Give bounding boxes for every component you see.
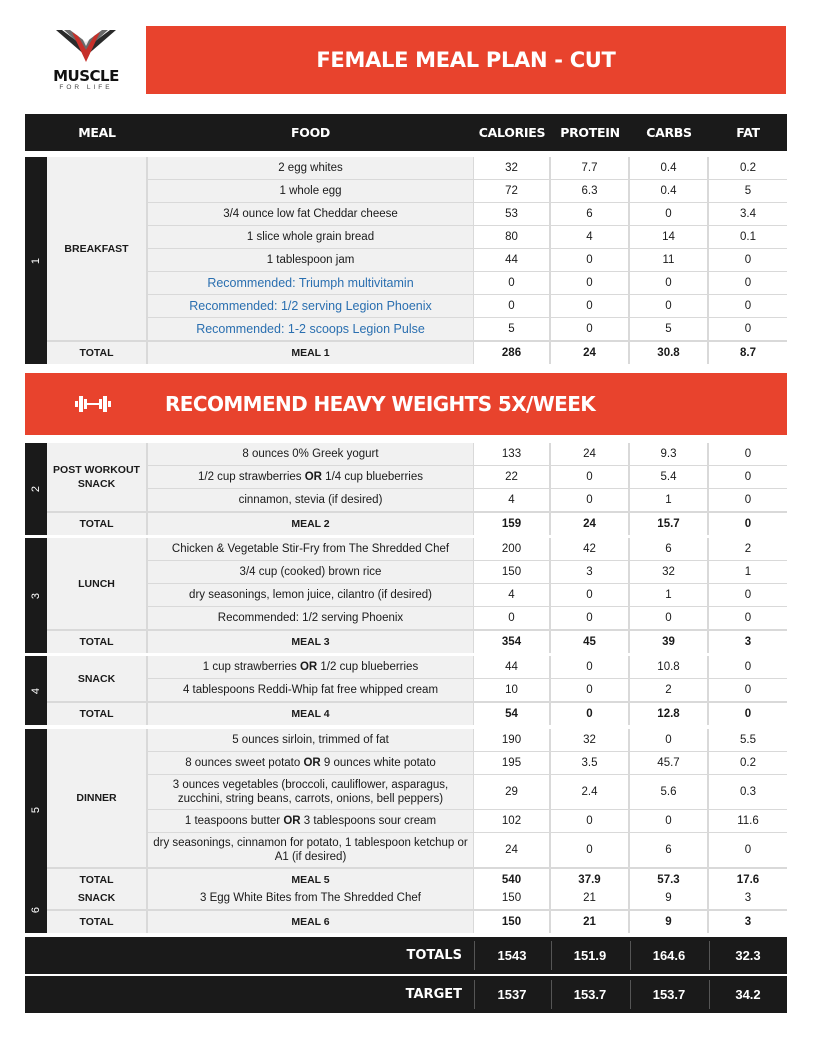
meal-name: SNACK xyxy=(47,887,146,909)
column-header-calories: CALORIES xyxy=(478,125,546,140)
calories-value: 200 xyxy=(474,538,549,560)
target-fat: 34.2 xyxy=(735,987,761,1002)
food-item-part: 8 ounces sweet potato xyxy=(185,757,304,769)
fat-value: 0 xyxy=(709,833,787,867)
protein-value: 0 xyxy=(551,810,628,832)
calories-value: 53 xyxy=(474,203,549,225)
carbs-value: 0 xyxy=(630,203,707,225)
meal-total-calories: 159 xyxy=(474,513,549,535)
meal-number-column xyxy=(25,729,47,891)
meal-number-column xyxy=(25,887,47,933)
fat-value: 0 xyxy=(709,466,787,488)
calories-value: 44 xyxy=(474,249,549,271)
meal-number: 2 xyxy=(30,485,42,493)
meal-total-fat: 8.7 xyxy=(709,342,787,364)
carbs-value: 45.7 xyxy=(630,752,707,774)
food-item-or: OR xyxy=(304,471,322,483)
carbs-value: 6 xyxy=(630,538,707,560)
fat-value: 0 xyxy=(709,656,787,678)
calories-value: 22 xyxy=(474,466,549,488)
calories-value: 72 xyxy=(474,180,549,202)
carbs-value: 1 xyxy=(630,584,707,606)
protein-value: 4 xyxy=(551,226,628,248)
meal-name: LUNCH xyxy=(47,538,146,629)
fat-value: 0 xyxy=(709,679,787,701)
carbs-value: 0.4 xyxy=(630,180,707,202)
fat-value: 0 xyxy=(709,272,787,294)
carbs-value: 0 xyxy=(630,607,707,629)
food-item: Recommended: 1/2 serving Phoenix xyxy=(148,607,473,629)
calories-value: 5 xyxy=(474,318,549,340)
meal-total-calories: 150 xyxy=(474,911,549,933)
fat-value: 11.6 xyxy=(709,810,787,832)
calories-value: 10 xyxy=(474,679,549,701)
fat-value: 0.2 xyxy=(709,752,787,774)
fat-value: 0.2 xyxy=(709,157,787,179)
protein-value: 0 xyxy=(551,466,628,488)
carbs-value: 5.4 xyxy=(630,466,707,488)
logo-wordmark xyxy=(50,68,122,92)
meal-total-carbs: 12.8 xyxy=(630,703,707,725)
meal-number-column xyxy=(25,538,47,653)
fat-value: 0 xyxy=(709,295,787,317)
column-header-food: FOOD xyxy=(291,125,330,140)
meal-total-name: MEAL 5 xyxy=(148,869,473,891)
calories-value: 0 xyxy=(474,295,549,317)
protein-value: 0 xyxy=(551,833,628,867)
food-item: 3 ounces vegetables (broccoli, cauliflower, asparagus, zucchini, string beans, carrots, onions, bell peppers) xyxy=(148,775,473,809)
meal-name: POST WORKOUT SNACK xyxy=(47,443,146,511)
protein-value: 32 xyxy=(551,729,628,751)
meal-block-1 xyxy=(25,157,787,364)
carbs-value: 11 xyxy=(630,249,707,271)
page-title: FEMALE MEAL PLAN - CUT xyxy=(316,48,616,72)
fat-value: 1 xyxy=(709,561,787,583)
meal-total-label: TOTAL xyxy=(47,342,146,364)
protein-value: 42 xyxy=(551,538,628,560)
carbs-value: 32 xyxy=(630,561,707,583)
meal-name: DINNER xyxy=(47,729,146,867)
protein-value: 0 xyxy=(551,249,628,271)
meal-name: BREAKFAST xyxy=(47,157,146,340)
protein-value: 0 xyxy=(551,489,628,511)
food-item: Recommended: 1/2 serving Legion Phoenix xyxy=(148,295,473,317)
food-item-part: 9 ounces white potato xyxy=(320,757,436,769)
meal-block-6 xyxy=(25,887,787,933)
food-item xyxy=(148,656,473,678)
meal-total-fat: 0 xyxy=(709,513,787,535)
calories-value: 24 xyxy=(474,833,549,867)
meal-total-label: TOTAL xyxy=(47,911,146,933)
meal-total-label: TOTAL xyxy=(47,869,146,891)
meal-total-fat: 0 xyxy=(709,703,787,725)
totals-protein: 151.9 xyxy=(573,948,607,963)
carbs-value: 5.6 xyxy=(630,775,707,809)
meal-number-column xyxy=(25,157,47,364)
meal-total-name: MEAL 4 xyxy=(148,703,473,725)
food-item: 5 ounces sirloin, trimmed of fat xyxy=(148,729,473,751)
meal-number: 6 xyxy=(30,906,42,914)
fat-value: 0 xyxy=(709,249,787,271)
meal-number: 5 xyxy=(30,806,42,814)
fat-value: 5.5 xyxy=(709,729,787,751)
meal-number: 4 xyxy=(30,687,42,694)
target-label: TARGET xyxy=(405,987,462,1002)
totals-row xyxy=(25,937,787,974)
meal-total-carbs: 15.7 xyxy=(630,513,707,535)
food-item: 3 Egg White Bites from The Shredded Chef xyxy=(148,887,473,909)
calories-value: 44 xyxy=(474,656,549,678)
food-item: 1 slice whole grain bread xyxy=(148,226,473,248)
food-item: Recommended: 1-2 scoops Legion Pulse xyxy=(148,318,473,340)
carbs-value: 0 xyxy=(630,295,707,317)
muscle-for-life-logo xyxy=(50,26,122,70)
meal-total-label: TOTAL xyxy=(47,631,146,653)
carbs-value: 0 xyxy=(630,272,707,294)
carbs-value: 0 xyxy=(630,729,707,751)
food-item: dry seasonings, cinnamon for potato, 1 tablespoon ketchup or A1 (if desired) xyxy=(148,833,473,867)
protein-value: 0 xyxy=(551,656,628,678)
protein-value: 0 xyxy=(551,295,628,317)
protein-value: 0 xyxy=(551,679,628,701)
food-item-part: 1/2 cup strawberries xyxy=(197,471,305,483)
fat-value: 0.1 xyxy=(709,226,787,248)
meal-number: 1 xyxy=(30,257,42,264)
calories-value: 0 xyxy=(474,272,549,294)
fat-value: 0 xyxy=(709,489,787,511)
food-item-part: 3 tablespoons sour cream xyxy=(300,815,437,827)
food-item-part: 1 teaspoons butter xyxy=(184,815,284,827)
target-calories: 1537 xyxy=(497,987,527,1002)
protein-value: 7.7 xyxy=(551,157,628,179)
meal-total-carbs: 57.3 xyxy=(630,869,707,891)
fat-value: 0 xyxy=(709,318,787,340)
column-header-bar xyxy=(25,114,787,151)
fat-value: 3.4 xyxy=(709,203,787,225)
carbs-value: 0.4 xyxy=(630,157,707,179)
food-item: Chicken & Vegetable Stir-Fry from The Shredded Chef xyxy=(148,538,473,560)
column-header-meal: MEAL xyxy=(78,125,116,140)
meal-total-protein: 24 xyxy=(551,342,628,364)
protein-value: 6 xyxy=(551,203,628,225)
meal-total-fat: 3 xyxy=(709,911,787,933)
carbs-value: 14 xyxy=(630,226,707,248)
food-item: 1 tablespoon jam xyxy=(148,249,473,271)
logo-line-2: FOR LIFE xyxy=(59,84,113,91)
meal-total-calories: 286 xyxy=(474,342,549,364)
calories-value: 4 xyxy=(474,584,549,606)
meal-number-column xyxy=(25,443,47,535)
calories-value: 150 xyxy=(474,887,549,909)
food-item-part: 1/2 cup blueberries xyxy=(317,661,419,673)
carbs-value: 1 xyxy=(630,489,707,511)
food-item: Recommended: Triumph multivitamin xyxy=(148,272,473,294)
food-item xyxy=(148,752,473,774)
target-protein: 153.7 xyxy=(573,987,607,1002)
weights-banner-text: RECOMMEND HEAVY WEIGHTS 5X/WEEK xyxy=(165,392,596,416)
meal-total-name: MEAL 1 xyxy=(148,342,473,364)
protein-value: 3.5 xyxy=(551,752,628,774)
meal-total-fat: 3 xyxy=(709,631,787,653)
calories-value: 190 xyxy=(474,729,549,751)
food-item-part: 1 cup strawberries xyxy=(202,661,300,673)
protein-value: 0 xyxy=(551,272,628,294)
fat-value: 0 xyxy=(709,607,787,629)
carbs-value: 9 xyxy=(630,887,707,909)
fat-value: 2 xyxy=(709,538,787,560)
meal-total-carbs: 30.8 xyxy=(630,342,707,364)
meal-block-4 xyxy=(25,656,787,725)
dumbbell-icon xyxy=(75,393,111,415)
weights-banner xyxy=(25,373,787,435)
meal-name: SNACK xyxy=(47,656,146,701)
carbs-value: 9.3 xyxy=(630,443,707,465)
totals-carbs: 164.6 xyxy=(652,948,686,963)
fat-value: 5 xyxy=(709,180,787,202)
food-item: 3/4 cup (cooked) brown rice xyxy=(148,561,473,583)
protein-value: 0 xyxy=(551,607,628,629)
calories-value: 133 xyxy=(474,443,549,465)
food-item-or: OR xyxy=(283,815,301,827)
protein-value: 24 xyxy=(551,443,628,465)
meal-block-3 xyxy=(25,538,787,653)
column-header-protein: PROTEIN xyxy=(560,125,620,140)
food-item-part: 1/4 cup blueberries xyxy=(321,471,423,483)
meal-total-protein: 0 xyxy=(551,703,628,725)
target-carbs: 153.7 xyxy=(652,987,686,1002)
food-item: cinnamon, stevia (if desired) xyxy=(148,489,473,511)
meal-total-label: TOTAL xyxy=(47,703,146,725)
protein-value: 21 xyxy=(551,887,628,909)
carbs-value: 5 xyxy=(630,318,707,340)
meal-block-2 xyxy=(25,443,787,535)
carbs-value: 2 xyxy=(630,679,707,701)
meal-total-protein: 37.9 xyxy=(551,869,628,891)
meal-block-5 xyxy=(25,729,787,891)
food-item: 1 whole egg xyxy=(148,180,473,202)
calories-value: 0 xyxy=(474,607,549,629)
calories-value: 4 xyxy=(474,489,549,511)
protein-value: 6.3 xyxy=(551,180,628,202)
totals-fat: 32.3 xyxy=(735,948,761,963)
food-item: dry seasonings, lemon juice, cilantro (if desired) xyxy=(148,584,473,606)
food-item xyxy=(148,466,473,488)
protein-value: 0 xyxy=(551,584,628,606)
meal-total-carbs: 39 xyxy=(630,631,707,653)
totals-label: TOTALS xyxy=(406,948,462,963)
food-item: 8 ounces 0% Greek yogurt xyxy=(148,443,473,465)
fat-value: 0.3 xyxy=(709,775,787,809)
calories-value: 32 xyxy=(474,157,549,179)
target-row xyxy=(25,976,787,1013)
column-header-carbs: CARBS xyxy=(646,125,692,140)
protein-value: 2.4 xyxy=(551,775,628,809)
meal-total-carbs: 9 xyxy=(630,911,707,933)
fat-value: 3 xyxy=(709,887,787,909)
carbs-value: 10.8 xyxy=(630,656,707,678)
meal-total-name: MEAL 2 xyxy=(148,513,473,535)
food-item: 4 tablespoons Reddi-Whip fat free whipped cream xyxy=(148,679,473,701)
meal-total-fat: 17.6 xyxy=(709,869,787,891)
calories-value: 29 xyxy=(474,775,549,809)
meal-total-protein: 24 xyxy=(551,513,628,535)
logo-line-1: MUSCLE xyxy=(53,67,119,85)
fat-value: 0 xyxy=(709,443,787,465)
meal-number: 3 xyxy=(30,592,42,599)
carbs-value: 0 xyxy=(630,810,707,832)
protein-value: 3 xyxy=(551,561,628,583)
food-item-or: OR xyxy=(303,757,321,769)
calories-value: 102 xyxy=(474,810,549,832)
meal-number-column xyxy=(25,656,47,725)
calories-value: 195 xyxy=(474,752,549,774)
meal-total-protein: 45 xyxy=(551,631,628,653)
food-item: 2 egg whites xyxy=(148,157,473,179)
meal-total-calories: 54 xyxy=(474,703,549,725)
meal-total-label: TOTAL xyxy=(47,513,146,535)
meal-total-calories: 540 xyxy=(474,869,549,891)
column-header-fat: FAT xyxy=(736,125,760,140)
totals-calories: 1543 xyxy=(497,948,527,963)
food-item: 3/4 ounce low fat Cheddar cheese xyxy=(148,203,473,225)
page-title-banner xyxy=(146,26,786,94)
food-item xyxy=(148,810,473,832)
fat-value: 0 xyxy=(709,584,787,606)
protein-value: 0 xyxy=(551,318,628,340)
food-item-or: OR xyxy=(299,661,318,673)
meal-total-calories: 354 xyxy=(474,631,549,653)
meal-total-name: MEAL 6 xyxy=(148,911,473,933)
calories-value: 150 xyxy=(474,561,549,583)
meal-total-protein: 21 xyxy=(551,911,628,933)
meal-total-name: MEAL 3 xyxy=(148,631,473,653)
calories-value: 80 xyxy=(474,226,549,248)
carbs-value: 6 xyxy=(630,833,707,867)
